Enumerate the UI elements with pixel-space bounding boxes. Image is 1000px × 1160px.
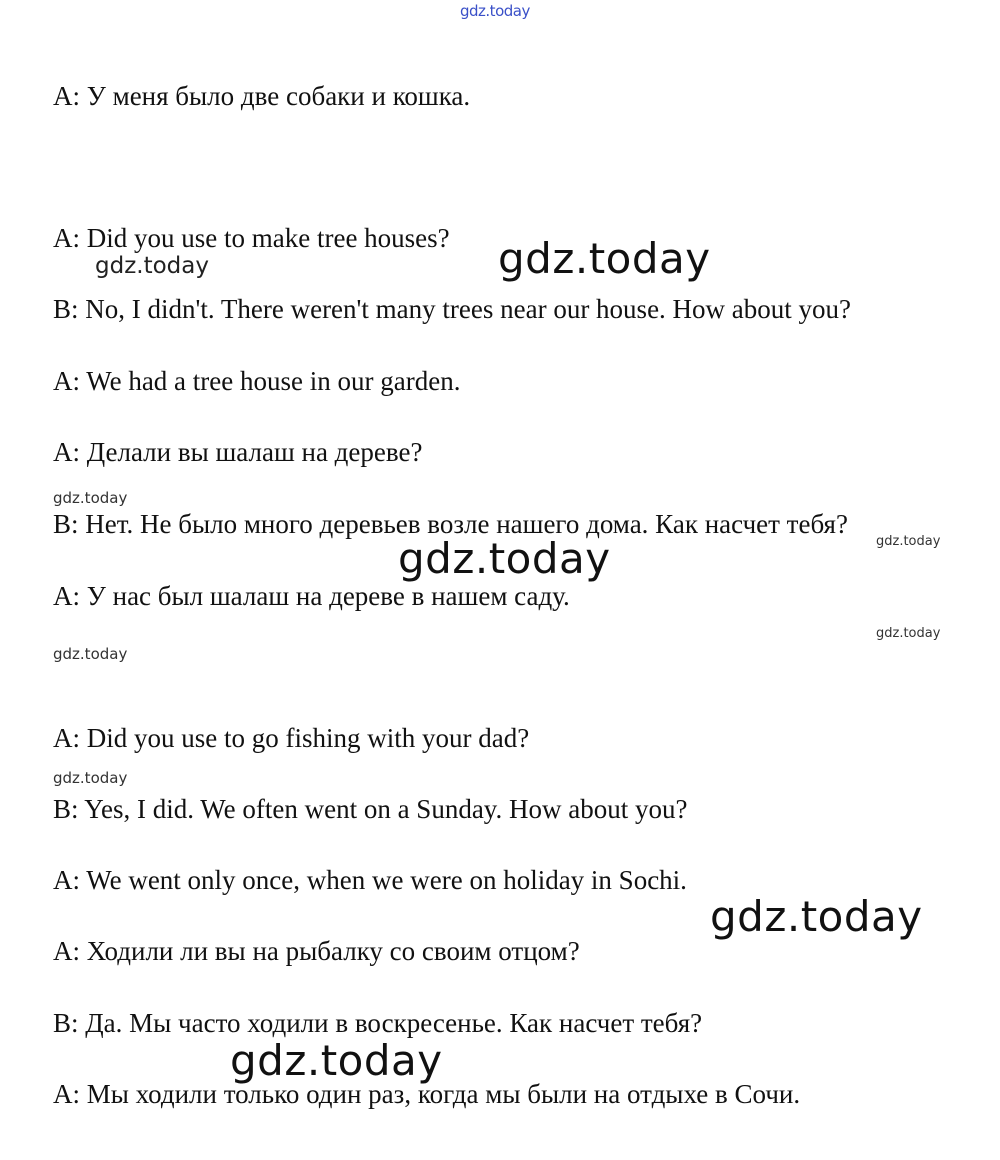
watermark-large: gdz.today	[230, 1036, 443, 1085]
watermark: gdz.today	[53, 769, 128, 787]
dialogue-line: A: Did you use to go fishing with your dad?	[53, 723, 530, 753]
dialogue-line: A: У меня было две собаки и кошка.	[53, 81, 471, 111]
watermark: gdz.today	[876, 626, 941, 641]
watermark-top: gdz.today	[460, 2, 530, 20]
watermark: gdz.today	[876, 534, 941, 549]
dialogue-line: A: Ходили ли вы на рыбалку со своим отцом?	[53, 936, 580, 966]
dialogue-line: B: Нет. Не было много деревьев возле нашего дома. Как насчет тебя?	[53, 509, 848, 539]
dialogue-line: B: Yes, I did. We often went on a Sunday. How about you?	[53, 794, 688, 824]
dialogue-line: A: Делали вы шалаш на дереве?	[53, 437, 423, 467]
dialogue-line: A: Мы ходили только один раз, когда мы были на отдыхе в Сочи.	[53, 1079, 801, 1109]
dialogue-line: B: No, I didn't. There weren't many trees near our house. How about you?	[53, 294, 852, 324]
watermark: gdz.today	[53, 489, 128, 507]
watermark-large: gdz.today	[710, 892, 923, 941]
watermark-large: gdz.today	[398, 534, 611, 583]
dialogue-line: B: Да. Мы часто ходили в воскресенье. Как насчет тебя?	[53, 1008, 703, 1038]
dialogue-line: A: У нас был шалаш на дереве в нашем саду.	[53, 581, 570, 611]
watermark: gdz.today	[53, 645, 128, 663]
dialogue-line: A: We went only once, when we were on holiday in Sochi.	[53, 865, 687, 895]
watermark-large: gdz.today	[498, 234, 711, 283]
dialogue-line: A: Did you use to make tree houses?	[53, 223, 450, 253]
dialogue-line: A: We had a tree house in our garden.	[53, 366, 461, 396]
watermark: gdz.today	[95, 253, 209, 279]
